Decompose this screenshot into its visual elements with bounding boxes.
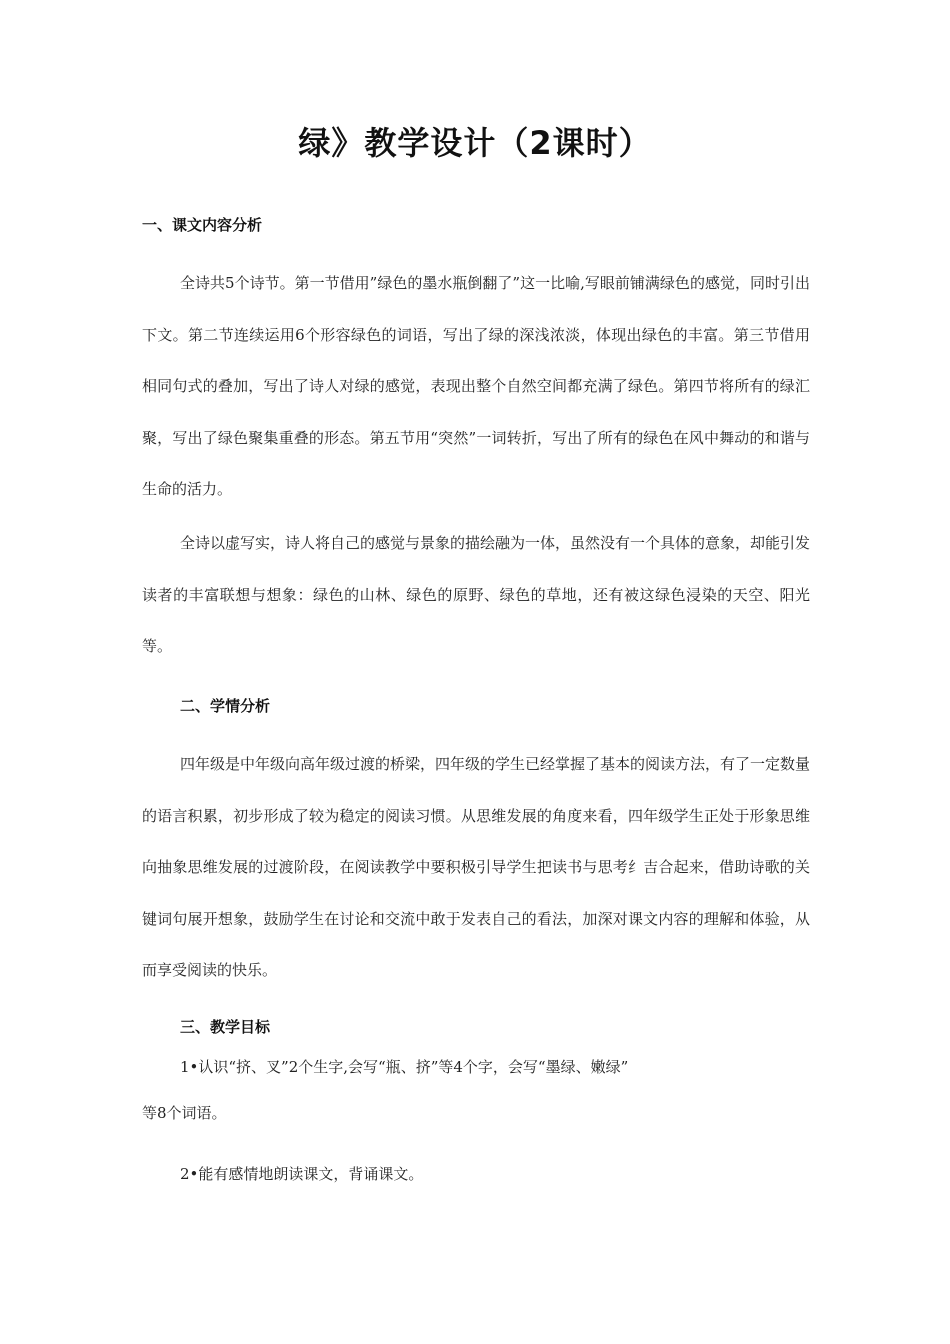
section-heading-analysis: 一、课文内容分析 (142, 216, 263, 234)
document-title: 绿》教学设计（2课时） (298, 124, 652, 162)
goal-item-1-line-2: 等8个词语。 (142, 1104, 227, 1122)
students-paragraph: 四年级是中年级向高年级过渡的桥梁，四年级的学生已经掌握了基本的阅读方法，有了一定数量的语言积累，初步形成了较为稳定的阅读习惯。从思维发展的角度来看，四年级学生正处于形象思维向抽象思维发展的过渡阶段，在阅读教学中要积极引导学生把读书与思考纟吉合起来，借助诗歌的关键词句展开想象，鼓励学生在讨论和交流中敢于发表自己的看法，加深对课文内容的理解和体验，从而享受阅读的快乐。 (142, 755, 811, 979)
section-heading-students: 二、学情分析 (180, 697, 271, 715)
analysis-paragraph-1: 全诗共5个诗节。第一节借用”绿色的墨水瓶倒翻了”这一比喻,写眼前铺满绿色的感觉，同时引出下文。第二节连续运用6个形容绿色的词语，写出了绿的深浅浓淡，体现出绿色的丰富。第三节借用相同句式的叠加，写出了诗人对绿的感觉，表现出整个自然空间都充满了绿色。第四节将所有的绿汇聚，写出了绿色聚集重叠的形态。第五节用“突然”一词转折，写出了所有的绿色在风中舞动的和谐与生命的活力。 (142, 274, 810, 498)
goal-item-1-line-1: 1•认识“挤、叉”2个生字,会写“瓶、挤”等4个字，会写“墨绿、嫩绿” (180, 1058, 629, 1076)
analysis-paragraph-2: 全诗以虚写实，诗人将自己的感觉与景象的描绘融为一体，虽然没有一个具体的意象，却能引发读者的丰富联想与想象：绿色的山林、绿色的原野、绿色的草地，还有被这绿色浸染的天空、阳光等。 (142, 534, 811, 655)
goal-item-2: 2•能有感情地朗读课文，背诵课文。 (180, 1165, 424, 1183)
section-heading-goals: 三、教学目标 (180, 1018, 271, 1036)
